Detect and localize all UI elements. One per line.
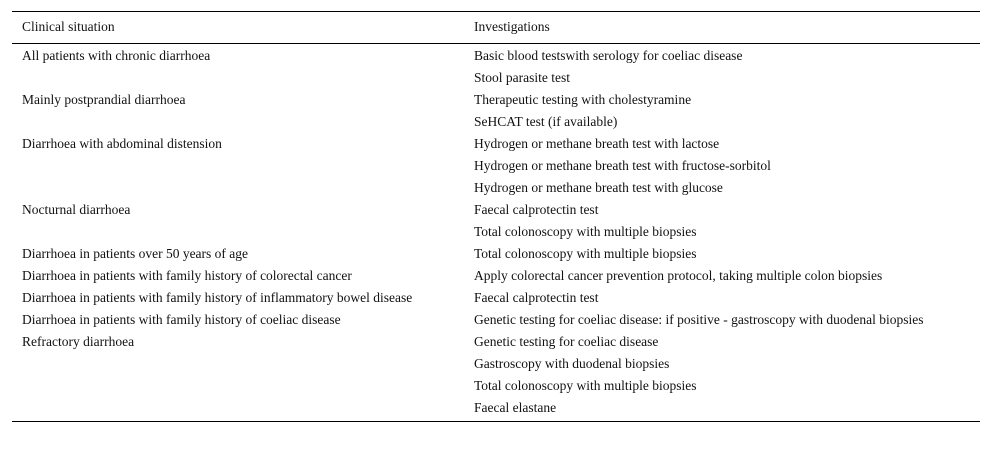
cell-investigation: Hydrogen or methane breath test with lactose <box>474 136 720 151</box>
cell-investigation: Therapeutic testing with cholestyramine <box>474 92 692 107</box>
cell-clinical-situation: Diarrhoea in patients over 50 years of age <box>22 246 249 261</box>
cell-clinical-situation <box>12 67 464 89</box>
cell-clinical-situation: Diarrhoea in patients with family history of colorectal cancer <box>22 268 352 283</box>
table-row <box>12 375 980 397</box>
table-row <box>12 309 980 331</box>
cell-investigation: Total colonoscopy with multiple biopsies <box>474 378 697 393</box>
cell-clinical-situation: Diarrhoea with abdominal distension <box>22 136 222 151</box>
cell-clinical-situation <box>12 375 464 397</box>
cell-investigation: Hydrogen or methane breath test with glucose <box>474 180 723 195</box>
table-row <box>12 265 980 287</box>
header-clinical-situation: Clinical situation <box>22 19 115 34</box>
table-row <box>12 331 980 353</box>
table-row <box>12 199 980 221</box>
table-row <box>12 89 980 111</box>
cell-investigation: Apply colorectal cancer prevention protocol, taking multiple colon biopsies <box>474 268 883 283</box>
cell-clinical-situation <box>12 353 464 375</box>
table-row <box>12 133 980 155</box>
cell-investigation: Faecal calprotectin test <box>474 202 599 217</box>
table-row <box>12 111 980 133</box>
cell-investigation: Hydrogen or methane breath test with fructose-sorbitol <box>474 158 771 173</box>
cell-clinical-situation <box>12 397 464 422</box>
table-row <box>12 177 980 199</box>
cell-clinical-situation <box>12 155 464 177</box>
investigations-table-container <box>12 11 980 422</box>
cell-investigation: SeHCAT test (if available) <box>474 114 618 129</box>
table-row <box>12 397 980 422</box>
table-row <box>12 44 980 68</box>
cell-clinical-situation <box>12 111 464 133</box>
cell-investigation: Stool parasite test <box>474 70 570 85</box>
cell-clinical-situation <box>12 221 464 243</box>
cell-investigation: Gastroscopy with duodenal biopsies <box>474 356 670 371</box>
cell-clinical-situation: Mainly postprandial diarrhoea <box>22 92 186 107</box>
header-investigations: Investigations <box>474 19 550 34</box>
cell-investigation: Faecal elastane <box>474 400 557 415</box>
table-row <box>12 67 980 89</box>
table-row <box>12 287 980 309</box>
cell-investigation: Basic blood testswith serology for coeliac disease <box>474 48 743 63</box>
table-header <box>12 12 980 44</box>
table-row <box>12 155 980 177</box>
header-row <box>12 12 980 44</box>
cell-investigation: Total colonoscopy with multiple biopsies <box>474 246 697 261</box>
cell-clinical-situation: Nocturnal diarrhoea <box>22 202 131 217</box>
table-body <box>12 44 980 422</box>
cell-investigation: Faecal calprotectin test <box>474 290 599 305</box>
table-row <box>12 221 980 243</box>
cell-clinical-situation: Diarrhoea in patients with family history of inflammatory bowel disease <box>22 290 413 305</box>
table-row <box>12 353 980 375</box>
cell-clinical-situation: Diarrhoea in patients with family history of coeliac disease <box>22 312 341 327</box>
cell-clinical-situation: All patients with chronic diarrhoea <box>22 48 211 63</box>
cell-investigation: Genetic testing for coeliac disease <box>474 334 659 349</box>
investigations-table <box>12 11 980 422</box>
cell-clinical-situation <box>12 177 464 199</box>
cell-investigation: Total colonoscopy with multiple biopsies <box>474 224 697 239</box>
cell-clinical-situation: Refractory diarrhoea <box>22 334 135 349</box>
cell-investigation: Genetic testing for coeliac disease: if positive - gastroscopy with duodenal biopsies <box>474 312 924 327</box>
table-row <box>12 243 980 265</box>
